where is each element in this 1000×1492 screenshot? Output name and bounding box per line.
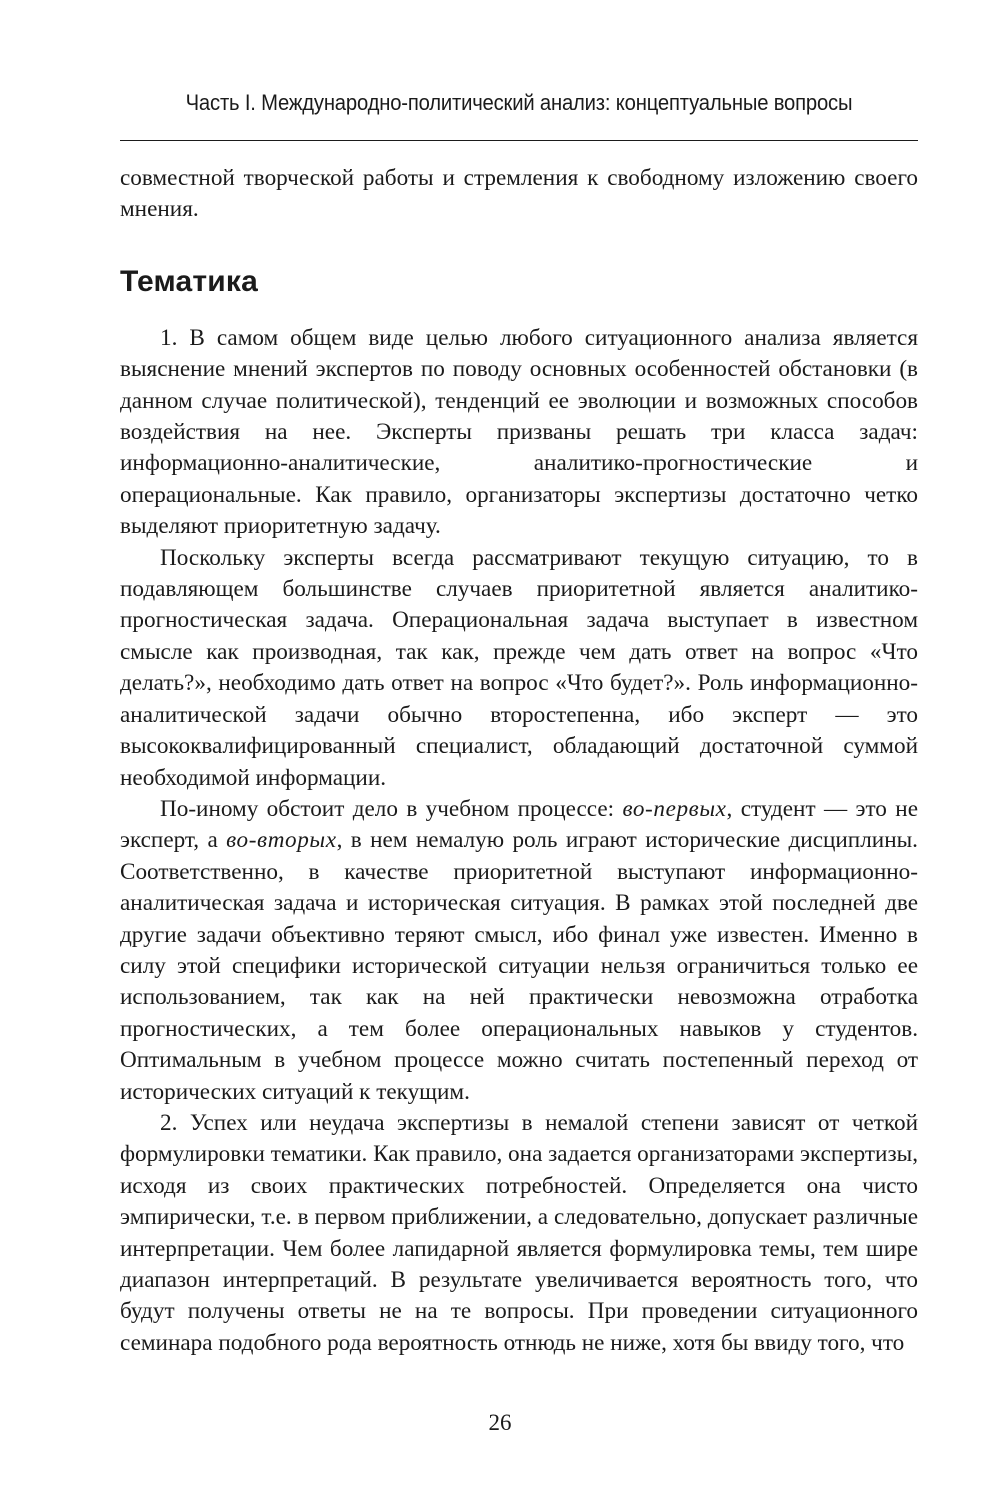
paragraph-3-text-2: , студент — это не эксперт, а xyxy=(120,795,918,854)
paragraph-1: 1. В самом общем виде целью любого ситуационного анализа является выяснение мнений экспертов по поводу основных особенностей обстановки (в данном случае политической), тенденций ее эволюции и возможных способов воздействия на нее. Эксперты призваны решать три класса задач: информационно-аналитические, аналитико-прогностические и операциональные. Как правило, организаторы экспертизы достаточно четко выделяют приоритетную задачу. xyxy=(120,324,918,540)
header-rule xyxy=(120,140,918,141)
italic-first: во-первых xyxy=(622,795,727,822)
paragraph-4: 2. Успех или неудача экспертизы в немалой степени зависят от четкой формулировки тематики. Как правило, она задается организаторами экспертизы, исходя из своих практических потребностей. Определяется она чисто эмпирически, т.е. в первом приближении, а следовательно, допускает различные интерпретации. Чем более лапидарной является формулировка темы, тем шире диапазон интерпретаций. В результате увеличивается вероятность того, что будут получены ответы не на те вопросы. При проведении ситуационного семинара подобного рода вероятность отнюдь не ниже, хотя бы ввиду того, что xyxy=(120,1109,918,1356)
paragraph-3-text-1: По-иному обстоит дело в учебном процессе: xyxy=(160,795,623,822)
italic-second: во-вторых xyxy=(226,827,337,854)
page-number: 26 xyxy=(488,1410,512,1435)
paragraph-3 xyxy=(120,794,918,1108)
paragraph-2: Поскольку эксперты всегда рассматривают текущую ситуацию, то в подавляющем большинстве случаев приоритетной является аналитико-прогностическая задача. Операциональная задача выступает в известном смысле как производная, так как, прежде чем дать ответ на вопрос «Что делать?», необходимо дать ответ на вопрос «Что будет?». Роль информационно-аналитической задачи обычно второстепенна, ибо эксперт — это высококвалифицированный специалист, обладающий достаточной суммой необходимой информации. xyxy=(120,544,918,791)
running-head: Часть I. Международно-политический анализ: концептуальные вопросы xyxy=(185,90,853,115)
section-heading: Тематика xyxy=(120,264,259,298)
page-body xyxy=(120,163,918,1359)
intro-paragraph: совместной творческой работы и стремления к свободному изложению своего мнения. xyxy=(120,165,918,223)
paragraph-3-text-3: , в нем немалую роль играют исторические дисциплины. Соответственно, в качестве приоритетной выступают информационно-аналитическая задача и историческая ситуация. В рамках этой последней две другие задачи объективно теряют смысл, ибо финал уже известен. Именно в силу этой специфики исторической ситуации нельзя ограничиться только ее использованием, так как на ней практически невозможна отработка прогностических, а тем более операциональных навыков у студентов. Оптимальным в учебном процессе можно считать постепенный переход от исторических ситуаций к текущим. xyxy=(120,827,918,1105)
